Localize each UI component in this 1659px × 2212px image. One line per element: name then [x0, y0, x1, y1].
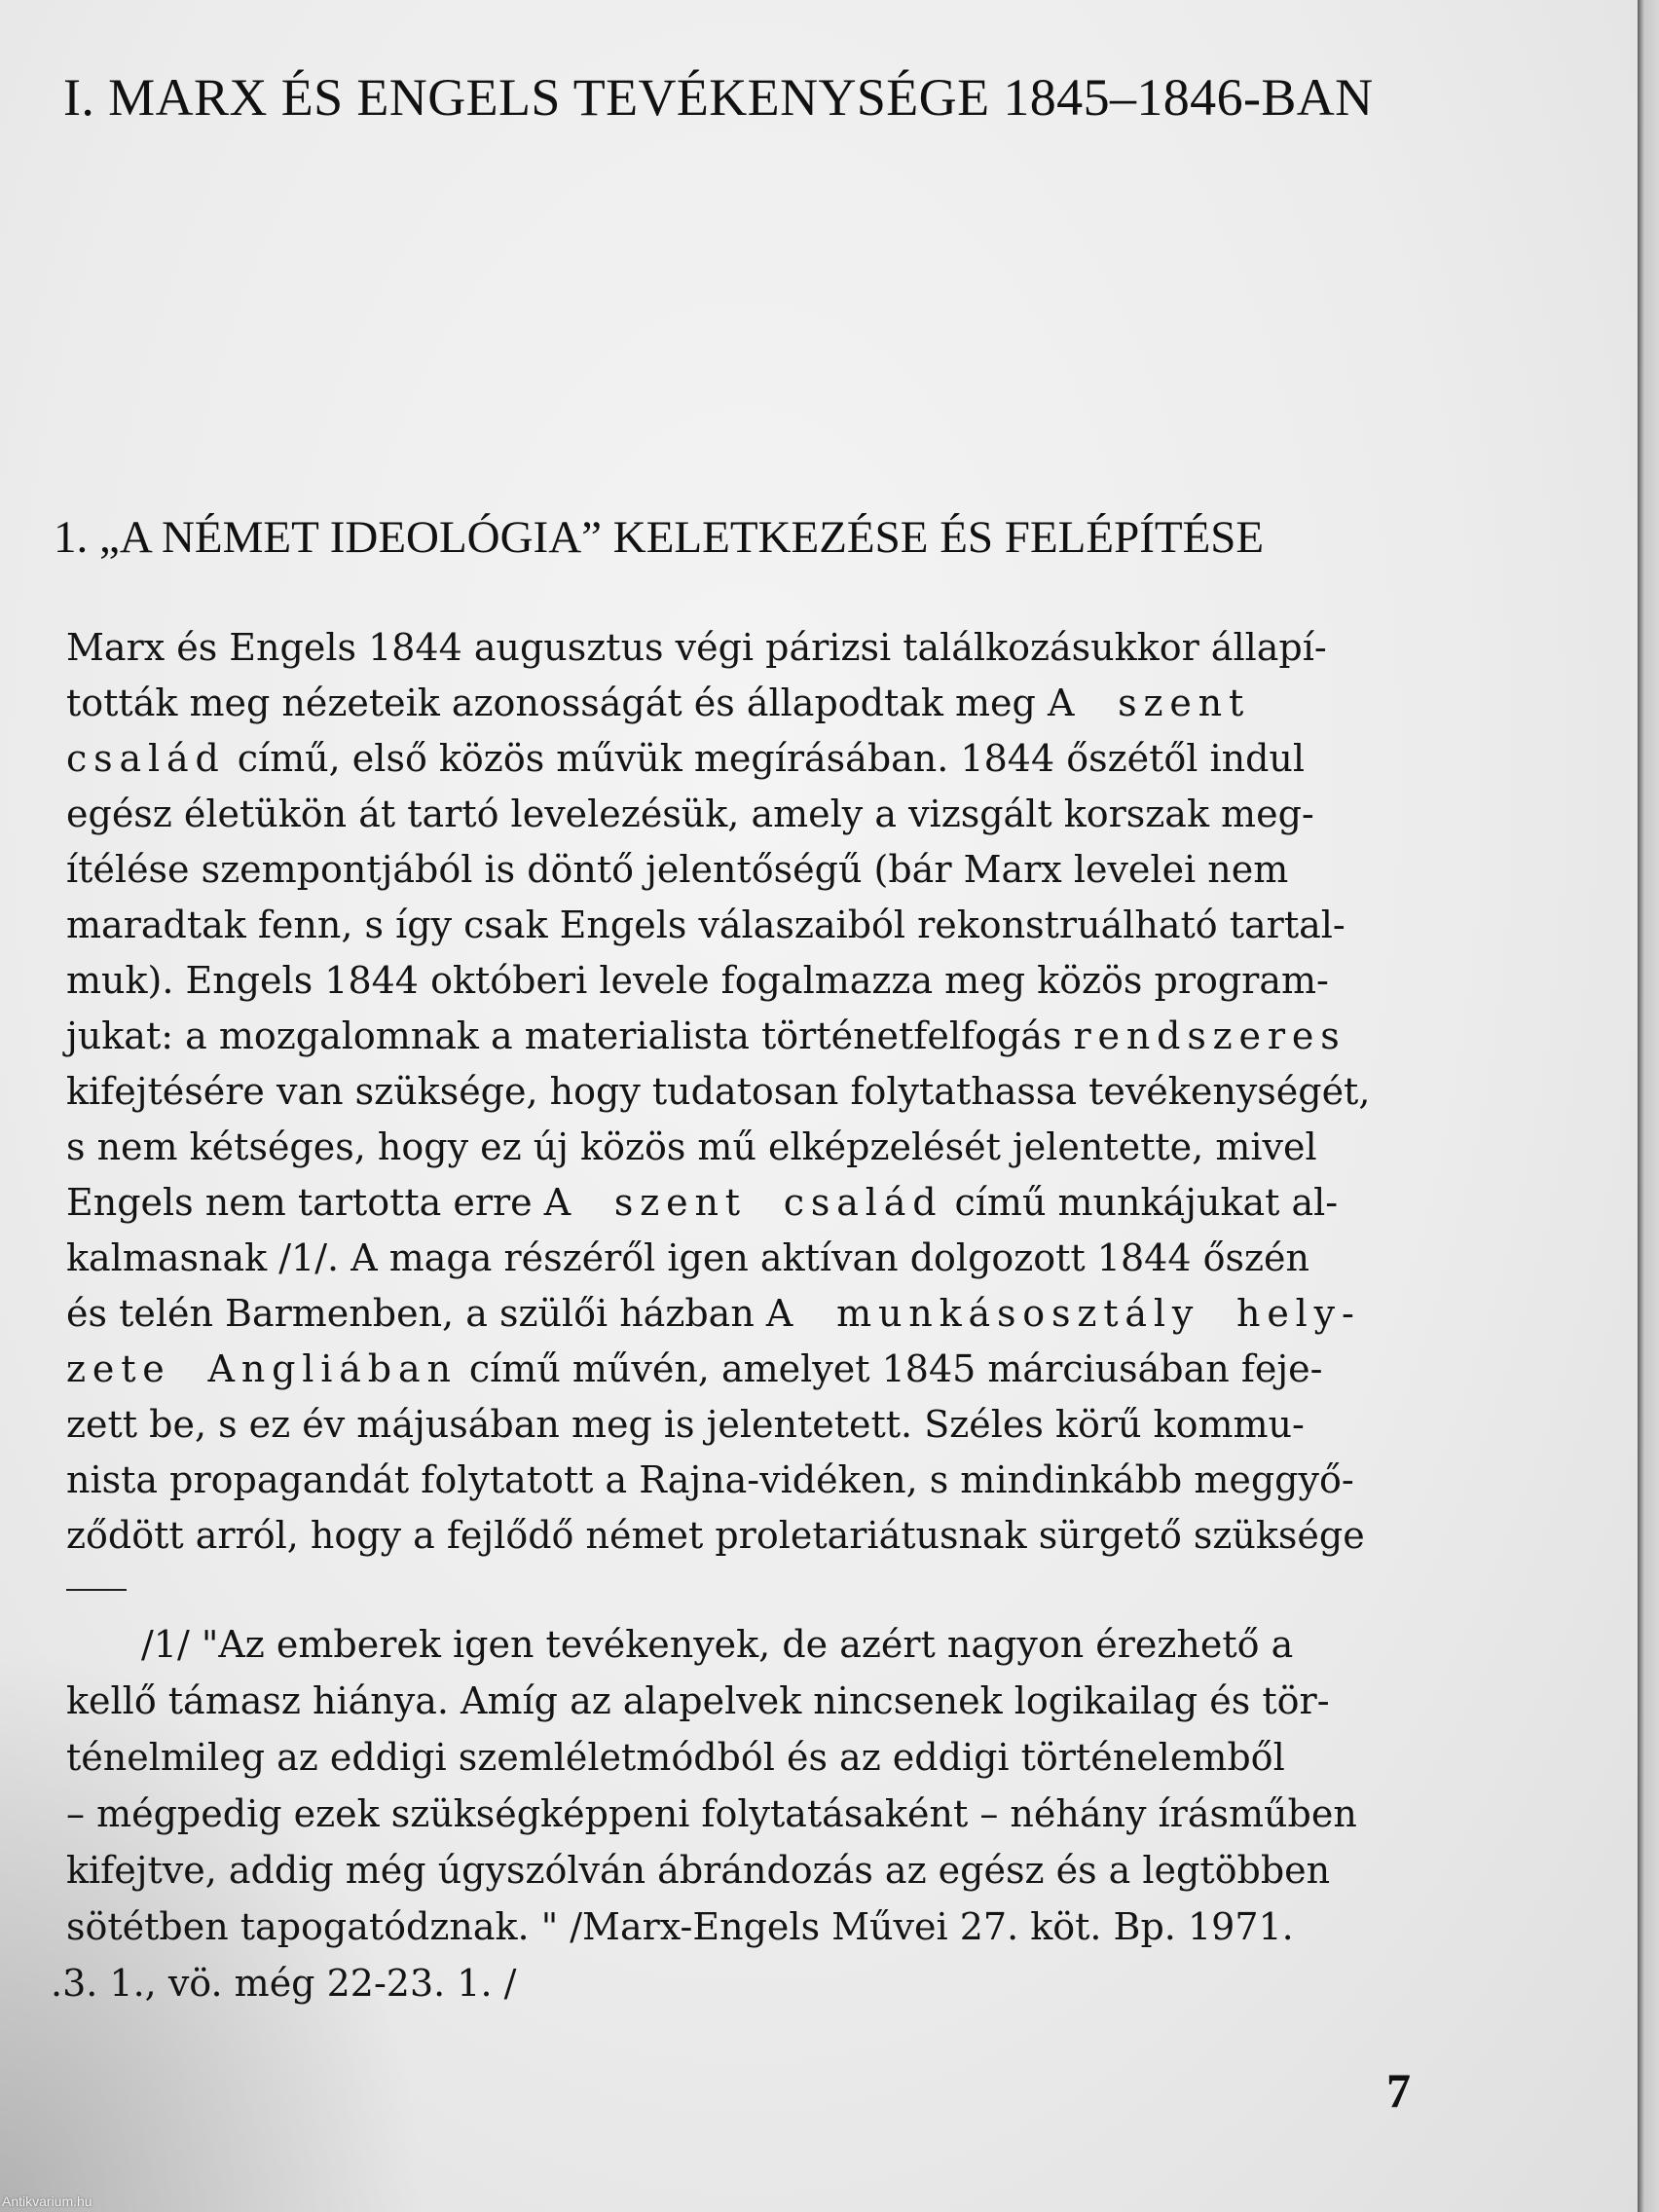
footnote-line: .3. 1., vö. még 22-23. 1. /: [51, 1962, 517, 2005]
text-run: ítélése szempontjából is döntő jelentőségű (bár Marx levelei nem: [66, 848, 1289, 891]
spaced-title-run: zete Angliában: [66, 1347, 458, 1390]
body-line: [66, 676, 1370, 731]
body-line: [66, 1286, 1370, 1342]
text-run: egész életükön át tartó levelezésük, amely a vizsgált korszak meg-: [66, 793, 1314, 835]
text-run: és telén Barmenben, a szülői házban: [66, 1292, 766, 1335]
body-line: [66, 1175, 1370, 1231]
body-line: [66, 620, 1370, 676]
text-run: Engels nem tartotta erre: [66, 1181, 544, 1224]
footnote-separator: [66, 1589, 127, 1591]
text-run: nista propagandát folytatott a Rajna-vidéken, s mindinkább meggyő-: [66, 1458, 1354, 1501]
text-run: kifejtésére van szüksége, hogy tudatosan folytathassa tevékenységét,: [66, 1070, 1371, 1113]
text-run: muk). Engels 1844 októberi levele fogalmazza meg közös program-: [66, 959, 1329, 1002]
footnote-line: /1/ "Az emberek igen tevékenyek, de azért nagyon érezhető a: [141, 1623, 1294, 1666]
spaced-title-run: család: [66, 737, 226, 780]
spaced-title-run: A szent: [1047, 682, 1251, 724]
text-run: zett be, s ez év májusában meg is jelentetett. Széles körű kommu-: [66, 1403, 1305, 1446]
text-run: maradtak fenn, s így csak Engels válaszaiból rekonstruálható tartal-: [66, 903, 1346, 946]
section-title: 1. „A NÉMET IDEOLÓGIA” KELETKEZÉSE ÉS FELÉPÍTÉSE: [54, 512, 1265, 563]
footnote-line: sötétben tapogatódznak. " /Marx-Engels Művei 27. köt. Bp. 1971.: [66, 1905, 1294, 1948]
footnote-line: kifejtve, addig még úgyszólván ábrándozás az egész és a legtöbben: [66, 1849, 1331, 1892]
spaced-title-run: A szent család: [543, 1181, 943, 1224]
page-edge: [1638, 0, 1659, 2212]
footnote-line: ténelmileg az eddigi szemléletmódból és az eddigi történelemből: [66, 1736, 1285, 1779]
body-line: [66, 1064, 1370, 1120]
body-line: [66, 898, 1370, 953]
text-run: s nem kétséges, hogy ez új közös mű elképzelését jelentette, mivel: [66, 1125, 1317, 1168]
page-number: 7: [1386, 2063, 1411, 2118]
body-line: [66, 842, 1370, 898]
body-line: [66, 1342, 1370, 1397]
body-line: [66, 1397, 1370, 1453]
footnote: [51, 1616, 1357, 2011]
body-line: [66, 953, 1370, 1009]
text-run: jukat: a mozgalomnak a materialista történetfelfogás: [66, 1014, 1074, 1057]
body-line: [66, 787, 1370, 842]
body-line: [66, 1120, 1370, 1175]
text-run: című, első közös művük megírásában. 1844 őszétől indul: [225, 737, 1306, 780]
text-run: ződött arról, hogy a fejlődő német proletariátusnak sürgető szüksége: [66, 1514, 1365, 1557]
spaced-title-run: A munkásosztály hely-: [765, 1292, 1361, 1335]
body-line: [66, 1508, 1370, 1564]
body-line: [66, 731, 1370, 787]
body-paragraph: [66, 620, 1370, 1564]
body-line: [66, 1009, 1370, 1064]
watermark: Antikvarium.hu: [2, 2194, 92, 2209]
chapter-title: I. MARX ÉS ENGELS TEVÉKENYSÉGE 1845–1846-BAN: [63, 68, 1374, 127]
text-run: című művén, amelyet 1845 márciusában feje-: [457, 1347, 1323, 1390]
footnote-line: kellő támasz hiánya. Amíg az alapelvek nincsenek logikailag és tör-: [66, 1679, 1330, 1722]
body-line: [66, 1231, 1370, 1286]
text-run: Marx és Engels 1844 augusztus végi párizsi találkozásukkor állapí-: [66, 626, 1327, 669]
text-run: című munkájukat al-: [942, 1181, 1339, 1224]
spaced-emphasis-run: rendszeres: [1073, 1014, 1346, 1057]
body-line: [66, 1453, 1370, 1508]
footnote-line: – mégpedig ezek szükségképpeni folytatásaként – néhány írásműben: [66, 1792, 1357, 1835]
text-run: kalmasnak /1/. A maga részéről igen aktívan dolgozott 1844 őszén: [66, 1236, 1309, 1279]
text-run: tották meg nézeteik azonosságát és állapodtak meg: [66, 682, 1048, 724]
